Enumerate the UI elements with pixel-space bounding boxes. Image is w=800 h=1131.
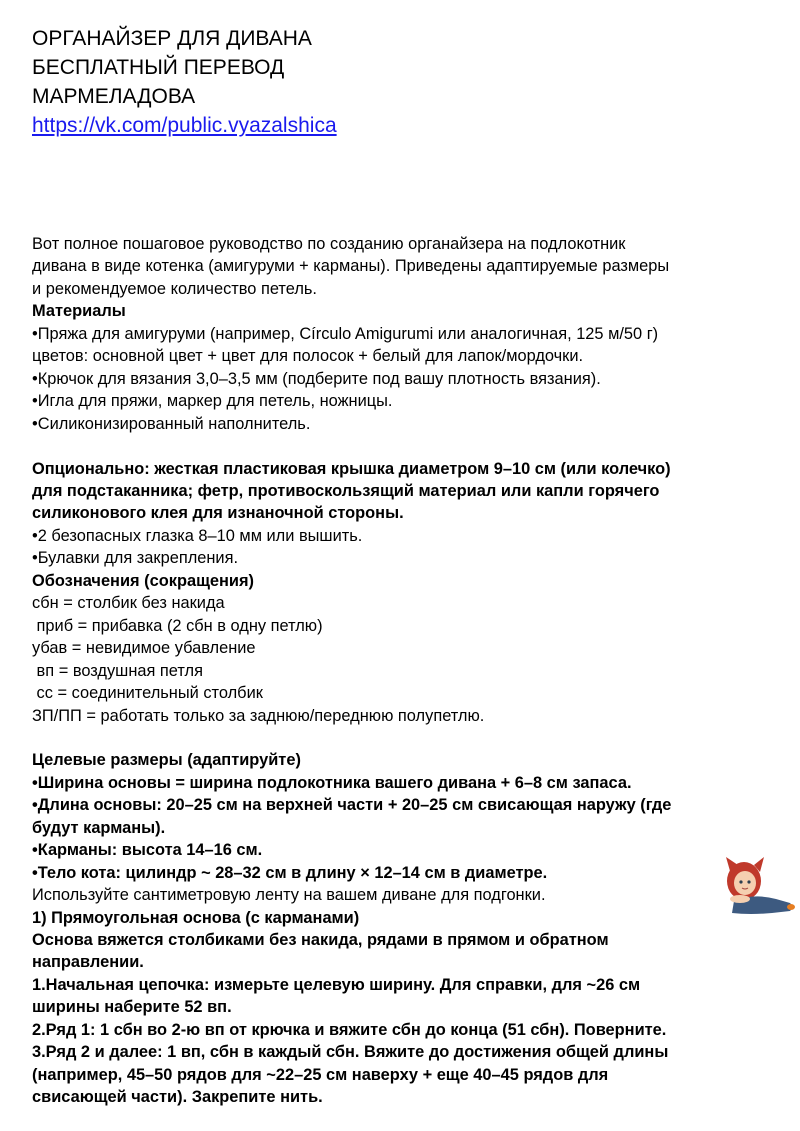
sizes-heading: Целевые размеры (адаптируйте) <box>32 751 301 770</box>
instruction-line: (например, 45–50 рядов для ~22–25 см наверху + еще 40–45 рядов для <box>32 1065 609 1084</box>
instruction-line: 2.Ряд 1: 1 сбн во 2-ю вп от крючка и вяжите сбн до конца (51 сбн). Поверните. <box>32 1020 667 1039</box>
intro-line: и рекомендуемое количество петель. <box>32 279 317 298</box>
optional-line: Опционально: жесткая пластиковая крышка диаметром 9–10 см (или колечко) <box>32 459 671 478</box>
instruction-line: 3.Ряд 2 и далее: 1 вп, сбн в каждый сбн. Вяжите до достижения общей длины <box>32 1043 669 1062</box>
document-body <box>32 233 777 1109</box>
instruction-line: ширины наберите 52 вп. <box>32 998 232 1017</box>
abbreviation-line: приб = прибавка (2 сбн в одну петлю) <box>32 616 323 635</box>
abbreviation-line: ЗП/ПП = работать только за заднюю/переднюю полупетлю. <box>32 706 485 725</box>
blank-line <box>32 727 777 749</box>
sizes-item: •Ширина основы = ширина подлокотника вашего дивана + 6–8 см запаса. <box>32 773 632 792</box>
document-header <box>32 24 337 140</box>
mascot-shoe <box>787 904 795 910</box>
abbreviation-line: сс = соединительный столбик <box>32 684 263 703</box>
sizes-item: •Длина основы: 20–25 см на верхней части + 20–25 см свисающая наружу (где <box>32 796 672 815</box>
intro-line: дивана в виде котенка (амигуруми + карманы). Приведены адаптируемые размеры <box>32 257 670 276</box>
instruction-line: свисающей части). Закрепите нить. <box>32 1088 323 1107</box>
materials-item: •Булавки для закрепления. <box>32 549 239 568</box>
section-heading: 1) Прямоугольная основа (с карманами) <box>32 908 360 927</box>
title-line-1: ОРГАНАЙЗЕР ДЛЯ ДИВАНА <box>32 27 312 50</box>
title-line-2: БЕСПЛАТНЫЙ ПЕРЕВОД <box>32 56 285 79</box>
materials-item: •Крючок для вязания 3,0–3,5 мм (подберите под вашу плотность вязания). <box>32 369 601 388</box>
materials-item: цветов: основной цвет + цвет для полосок + белый для лапок/мордочки. <box>32 347 584 366</box>
instruction-line: Основа вяжется столбиками без накида, рядами в прямом и обратном <box>32 931 609 950</box>
mascot-face <box>734 871 756 895</box>
sizes-note: Используйте сантиметровую ленту на вашем диване для подгонки. <box>32 886 546 905</box>
abbreviation-line: убав = невидимое убавление <box>32 639 256 658</box>
mascot-eye <box>739 880 742 883</box>
instruction-line: 1.Начальная цепочка: измерьте целевую ширину. Для справки, для ~26 см <box>32 975 641 994</box>
optional-line: силиконового клея для изнаночной стороны. <box>32 504 404 523</box>
mascot-eye <box>747 880 750 883</box>
instruction-line: направлении. <box>32 953 144 972</box>
intro-line: Вот полное пошаговое руководство по созданию органайзера на подлокотник <box>32 235 626 253</box>
sizes-item: •Карманы: высота 14–16 см. <box>32 841 263 860</box>
blank-line <box>32 435 777 457</box>
abbreviation-line: сбн = столбик без накида <box>32 594 225 613</box>
sizes-item: будут карманы). <box>32 818 166 837</box>
title-line-3: МАРМЕЛАДОВА <box>32 85 196 108</box>
abbreviation-line: вп = воздушная петля <box>32 661 203 680</box>
optional-line: для подстаканника; фетр, противоскользящий материал или капли горячего <box>32 481 660 500</box>
girl-mascot-illustration <box>720 855 796 921</box>
sizes-item: •Тело кота: цилиндр ~ 28–32 см в длину × 12–14 см в диаметре. <box>32 863 548 882</box>
mascot-arm <box>730 895 750 903</box>
materials-item: •Пряжа для амигуруми (например, Círculo Amigurumi или аналогичная, 125 м/50 г) <box>32 324 659 343</box>
abbreviations-heading: Обозначения (сокращения) <box>32 571 255 590</box>
source-link[interactable]: https://vk.com/public.vyazalshica <box>32 114 337 137</box>
materials-item: •Силиконизированный наполнитель. <box>32 414 311 433</box>
materials-heading: Материалы <box>32 302 126 321</box>
materials-item: •2 безопасных глазка 8–10 мм или вышить. <box>32 526 363 545</box>
materials-item: •Игла для пряжи, маркер для петель, ножницы. <box>32 392 393 411</box>
